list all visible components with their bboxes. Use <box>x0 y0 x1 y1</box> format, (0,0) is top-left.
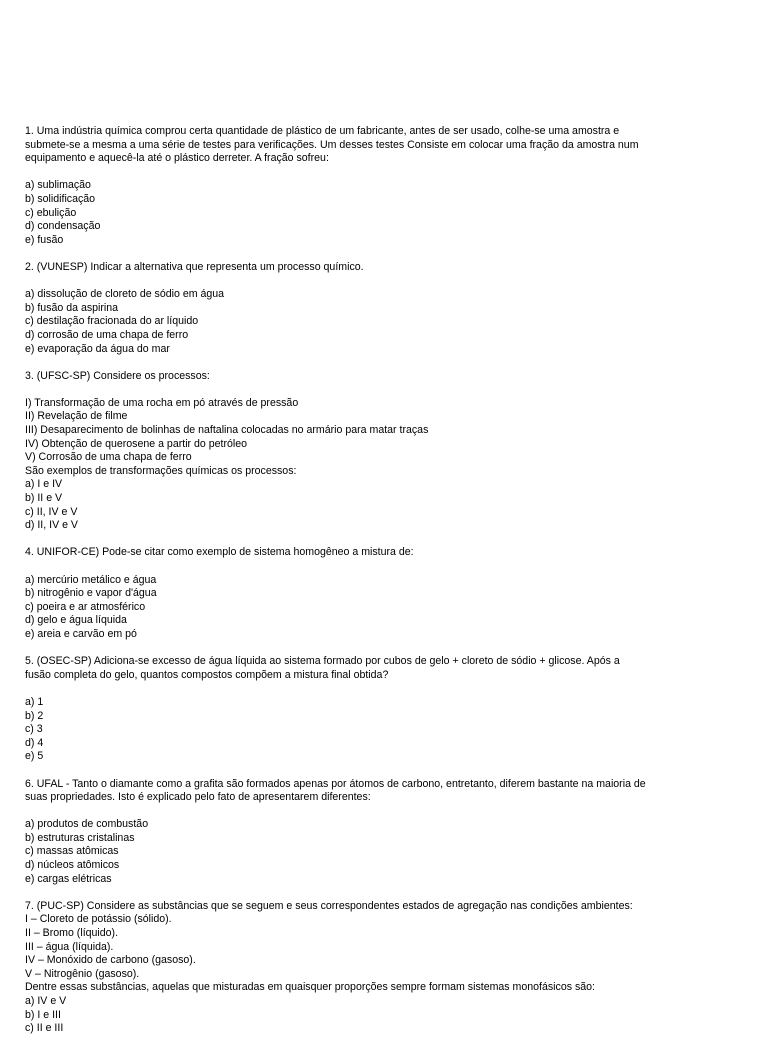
question-7 <box>25 900 745 1036</box>
answer-option: a) 1 <box>25 695 44 708</box>
question-stem-line: equipamento e aquecê-la até o plástico derreter. A fração sofreu: <box>25 152 329 165</box>
answer-option: b) nitrogênio e vapor d'água <box>25 587 157 600</box>
question-1 <box>25 125 745 247</box>
answer-option: c) II, IV e V <box>25 505 78 518</box>
answer-option: b) estruturas cristalinas <box>25 831 135 844</box>
answer-option: d) gelo e água líquida <box>25 614 127 627</box>
answer-option: b) solidificação <box>25 192 96 205</box>
question-item-line: IV – Monóxido de carbono (gasoso). <box>25 954 196 967</box>
question-item-line: c) II e III <box>25 1022 64 1035</box>
question-item-line: V – Nitrogênio (gasoso). <box>25 967 140 980</box>
answer-option: c) 3 <box>25 723 43 736</box>
answer-option: c) poeira e ar atmosférico <box>25 600 146 613</box>
question-stem-line: fusão completa do gelo, quantos compostos compõem a mistura final obtida? <box>25 668 389 681</box>
blank-line <box>25 560 745 574</box>
blank-line <box>25 682 745 696</box>
answer-option: c) ebulição <box>25 206 77 219</box>
blank-line <box>25 166 745 180</box>
question-stem-line: suas propriedades. Isto é explicado pelo fato de apresentarem diferentes: <box>25 791 371 804</box>
question-stem-line: 3. (UFSC-SP) Considere os processos: <box>25 369 210 382</box>
blank-line <box>25 383 745 397</box>
answer-option: e) fusão <box>25 233 64 246</box>
answer-option: a) produtos de combustão <box>25 818 149 831</box>
question-stem-line: submete-se a mesma a uma série de testes para verificações. Um desses testes Consiste em colocar uma fração da amostra num <box>25 138 639 151</box>
question-6 <box>25 778 745 887</box>
answer-option: c) massas atômicas <box>25 845 119 858</box>
answer-option: e) cargas elétricas <box>25 872 112 885</box>
answer-option: a) sublimação <box>25 179 91 192</box>
question-stem-line: 4. UNIFOR-CE) Pode-se citar como exemplo de sistema homogêneo a mistura de: <box>25 546 414 559</box>
question-item-line: V) Corrosão de uma chapa de ferro <box>25 451 192 464</box>
question-stem-line: 2. (VUNESP) Indicar a alternativa que representa um processo químico. <box>25 260 364 273</box>
answer-option: d) núcleos atômicos <box>25 859 120 872</box>
answer-option: a) mercúrio metálico e água <box>25 573 157 586</box>
question-item-line: Dentre essas substâncias, aquelas que misturadas em quaisquer proporções sempre formam sistemas monofásicos são: <box>25 981 595 994</box>
answer-option: e) areia e carvão em pó <box>25 627 137 640</box>
answer-option: d) II, IV e V <box>25 519 78 532</box>
document-body <box>25 125 745 1049</box>
answer-option: e) evaporação da água do mar <box>25 342 170 355</box>
question-stem-line: 1. Uma indústria química comprou certa quantidade de plástico de um fabricante, antes de ser usado, colhe-se uma amostra e <box>25 125 620 137</box>
question-stem-line: 5. (OSEC-SP) Adiciona-se excesso de água líquida ao sistema formado por cubos de gelo + cloreto de sódio + glicose. Após a <box>25 655 620 668</box>
question-item-line: II) Revelação de filme <box>25 410 128 423</box>
question-item-line: III – água (líquida). <box>25 940 114 953</box>
answer-option: b) 2 <box>25 709 44 722</box>
question-5 <box>25 655 745 764</box>
answer-option: e) 5 <box>25 750 44 763</box>
question-item-line: a) IV e V <box>25 995 67 1007</box>
question-item-line: IV) Obtenção de querosene a partir do petróleo <box>25 437 248 450</box>
blank-line <box>25 805 745 819</box>
answer-option: d) condensação <box>25 220 101 233</box>
answer-option: a) dissolução de cloreto de sódio em água <box>25 288 225 301</box>
question-stem-line: 6. UFAL - Tanto o diamante como a grafita são formados apenas por átomos de carbono, entretanto, diferem bastante na maioria de <box>25 777 646 790</box>
question-item-line: III) Desaparecimento de bolinhas de naftalina colocadas no armário para matar traças <box>25 424 429 437</box>
question-item-line: b) I e III <box>25 1008 61 1021</box>
blank-line <box>25 275 745 289</box>
answer-option: b) fusão da aspirina <box>25 301 119 314</box>
question-item-line: I) Transformação de uma rocha em pó através de pressão <box>25 396 299 409</box>
question-3 <box>25 370 745 533</box>
question-2 <box>25 261 745 356</box>
question-item-line: I – Cloreto de potássio (sólido). <box>25 913 172 926</box>
answer-option: a) I e IV <box>25 478 63 491</box>
question-item-line: São exemplos de transformações químicas os processos: <box>25 464 297 477</box>
answer-option: c) destilação fracionada do ar líquido <box>25 315 199 328</box>
answer-option: b) II e V <box>25 492 63 505</box>
answer-option: d) corrosão de uma chapa de ferro <box>25 328 189 341</box>
question-4 <box>25 546 745 641</box>
answer-option: d) 4 <box>25 736 44 749</box>
question-item-line: II – Bromo (líquido). <box>25 927 119 940</box>
question-stem-line: 7. (PUC-SP) Considere as substâncias que se seguem e seus correspondentes estados de agregação nas condições ambientes: <box>25 899 633 912</box>
